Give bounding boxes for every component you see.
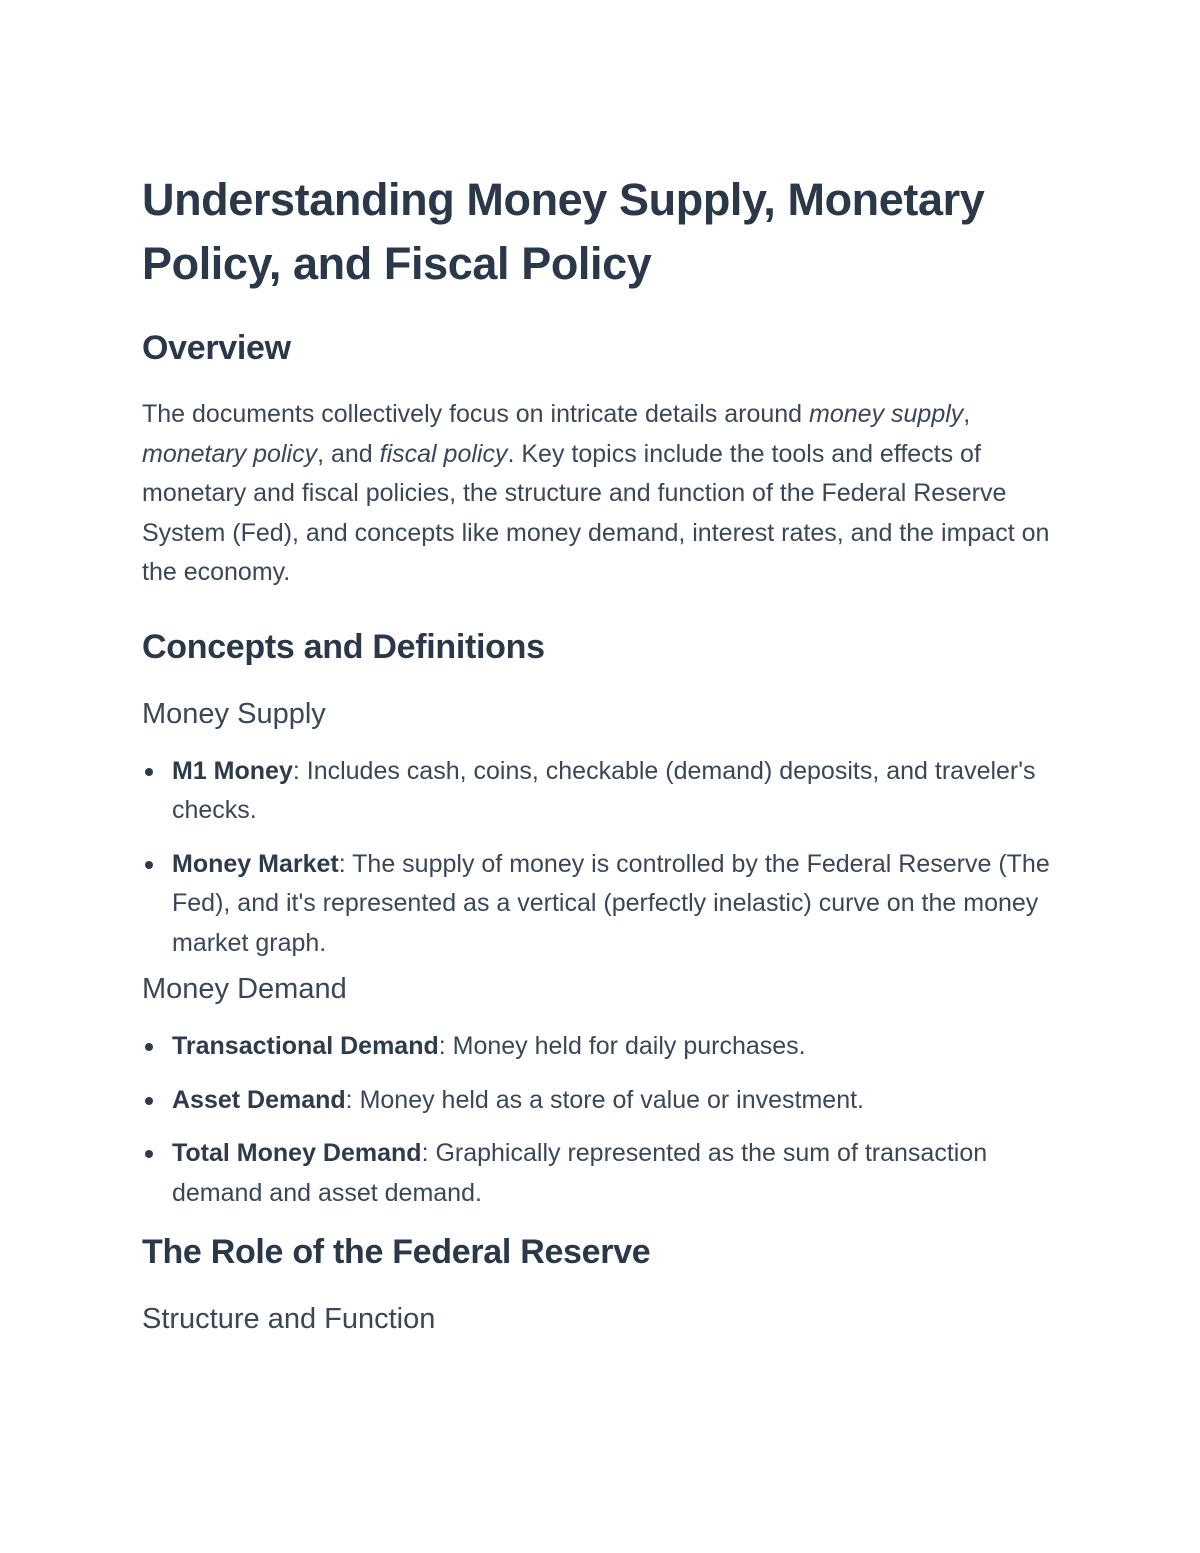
money-supply-list [142, 752, 1062, 964]
overview-text-4: . Key topics include the tools and effects of monetary and fiscal policies, the structure and function of the Federal Reserve System (Fed), and concepts like money demand, interest rates, and the impact on the economy. [142, 439, 1050, 586]
overview-text-2: , [963, 400, 971, 428]
bullet-icon [145, 1150, 153, 1158]
term-asset-demand: Asset Demand [172, 1085, 346, 1114]
list-item [142, 1134, 1062, 1213]
bullet-icon [145, 768, 153, 776]
bullet-icon [145, 1097, 153, 1105]
definition-text: : Includes cash, coins, checkable (demand) deposits, and traveler's checks. [172, 756, 1036, 824]
money-demand-heading: Money Demand [142, 973, 347, 1005]
money-supply-heading: Money Supply [142, 697, 326, 730]
list-item [142, 752, 1062, 831]
definition-text: : Money held as a store of value or investment. [345, 1085, 864, 1114]
definition-text: : Graphically represented as the sum of transaction demand and asset demand. [172, 1139, 988, 1207]
document-page [142, 168, 1062, 1339]
overview-text-3: , and [317, 439, 380, 468]
term-money-market: Money Market [172, 849, 339, 878]
overview-text-1: The documents collectively focus on intricate details around [142, 400, 810, 428]
term-m1-money: M1 Money [172, 756, 293, 785]
overview-emphasis-monetary-policy: monetary policy [142, 439, 318, 468]
definition-text: : The supply of money is controlled by the Federal Reserve (The Fed), and it's represented as a vertical (perfectly inelastic) curve on the money market graph. [172, 849, 1050, 957]
federal-reserve-heading: The Role of the Federal Reserve [142, 1233, 651, 1271]
structure-function-heading: Structure and Function [142, 1303, 436, 1335]
overview-heading: Overview [142, 329, 291, 367]
overview-paragraph [142, 395, 1062, 593]
money-demand-list [142, 1027, 1062, 1213]
list-item [142, 845, 1062, 964]
term-transactional-demand: Transactional Demand [172, 1032, 439, 1060]
bullet-icon [145, 861, 153, 869]
document-title: Understanding Money Supply, Monetary Policy, and Fiscal Policy [142, 174, 985, 289]
bullet-icon [145, 1043, 153, 1051]
definition-text: : Money held for daily purchases. [438, 1032, 806, 1060]
list-item [142, 1027, 1062, 1067]
list-item [142, 1081, 1062, 1121]
term-total-money-demand: Total Money Demand [172, 1139, 422, 1167]
overview-emphasis-fiscal-policy: fiscal policy [379, 439, 508, 468]
overview-emphasis-money-supply: money supply [809, 400, 964, 428]
concepts-heading: Concepts and Definitions [142, 627, 545, 666]
